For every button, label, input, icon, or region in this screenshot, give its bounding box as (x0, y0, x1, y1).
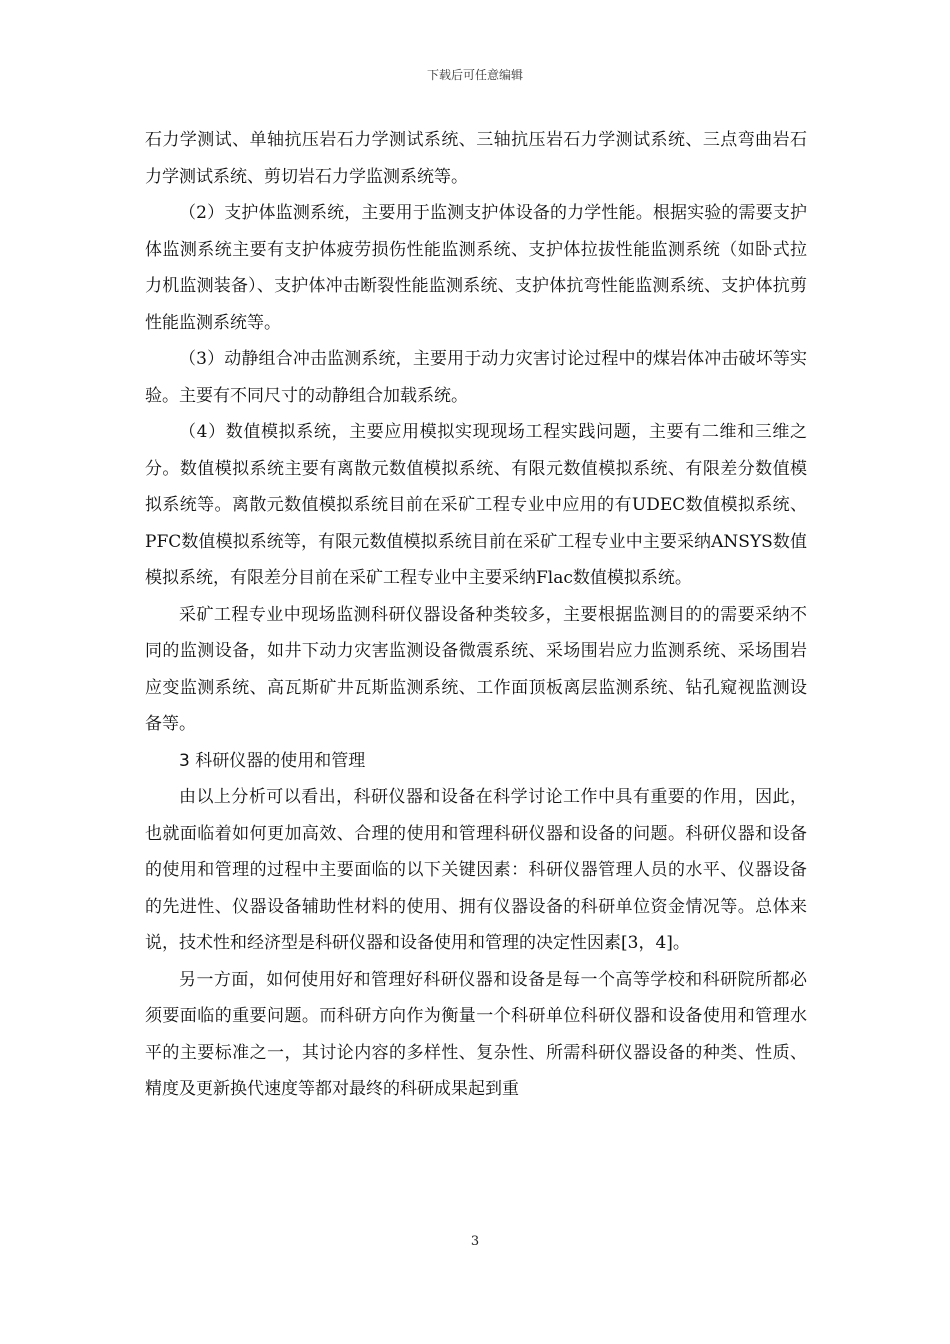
paragraph-impact-monitoring: （3）动静组合冲击监测系统，主要用于动力灾害讨论过程中的煤岩体冲击破坏等实验。主要有不同尺寸的动静组合加载系统。 (145, 349, 807, 406)
document-body (145, 122, 807, 1108)
page-header: 下载后可任意编辑 (426, 68, 523, 82)
page-number: 3 (470, 1234, 480, 1249)
paragraph-usage-management: 由以上分析可以看出，科研仪器和设备在科学讨论工作中具有重要的作用，因此，也就面临着如何更加高效、合理的使用和管理科研仪器和设备的问题。科研仪器和设备的使用和管理的过程中主要面临的以下关键因素：科研仪器管理人员的水平、仪器设备的先进性、仪器设备辅助性材料的使用、拥有仪器设备的科研单位资金情况等。总体来说，技术性和经济型是科研仪器和设备使用和管理的决定性因素[3，4]。 (145, 787, 807, 953)
section-heading: 3 科研仪器的使用和管理 (179, 750, 366, 771)
paragraph-continuation: 石力学测试、单轴抗压岩石力学测试系统、三轴抗压岩石力学测试系统、三点弯曲岩石力学测试系统、剪切岩石力学监测系统等。 (145, 130, 807, 187)
paragraph-support-monitoring: （2）支护体监测系统，主要用于监测支护体设备的力学性能。根据实验的需要支护体监测系统主要有支护体疲劳损伤性能监测系统、支护体拉拔性能监测系统（如卧式拉力机监测装备）、支护体冲击断裂性能监测系统、支护体抗弯性能监测系统、支护体抗剪性能监测系统等。 (145, 203, 807, 333)
paragraph-numerical-simulation: （4）数值模拟系统，主要应用模拟实现现场工程实践问题，主要有二维和三维之分。数值模拟系统主要有离散元数值模拟系统、有限元数值模拟系统、有限差分数值模拟系统等。离散元数值模拟系统目前在采矿工程专业中应用的有UDEC数值模拟系统、PFC数值模拟系统等，有限元数值模拟系统目前在采矿工程专业中主要采纳ANSYS数值模拟系统，有限差分目前在采矿工程专业中主要采纳Flac数值模拟系统。 (145, 422, 807, 588)
paragraph-field-monitoring: 采矿工程专业中现场监测科研仪器设备种类较多，主要根据监测目的的需要采纳不同的监测设备，如井下动力灾害监测设备微震系统、采场围岩应力监测系统、采场围岩应变监测系统、高瓦斯矿井瓦斯监测系统、工作面顶板离层监测系统、钻孔窥视监测设备等。 (145, 604, 807, 734)
paragraph-other-aspect: 另一方面，如何使用好和管理好科研仪器和设备是每一个高等学校和科研院所都必须要面临的重要问题。而科研方向作为衡量一个科研单位科研仪器和设备使用和管理水平的主要标准之一，其讨论内容的多样性、复杂性、所需科研仪器设备的种类、性质、精度及更新换代速度等都对最终的科研成果起到重 (145, 969, 807, 1099)
